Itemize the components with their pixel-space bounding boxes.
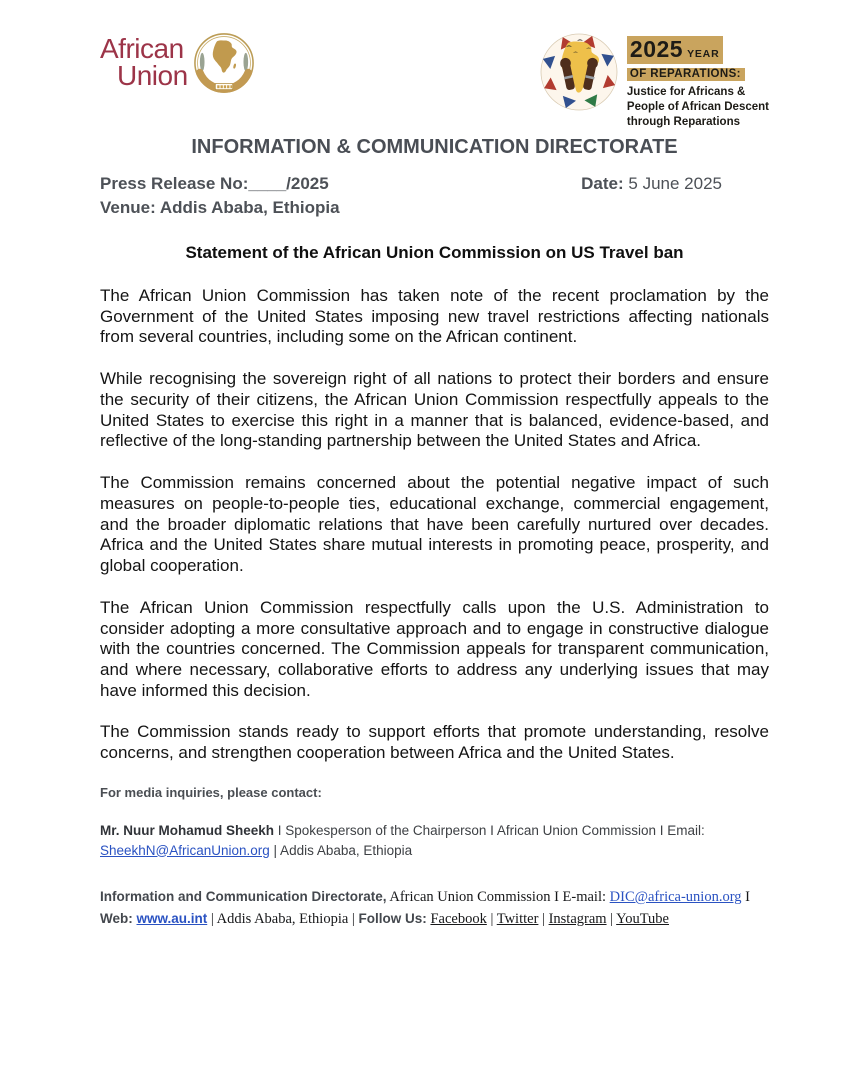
reparations-of-line: OF REPARATIONS: bbox=[627, 68, 745, 81]
footer-follow-label: Follow Us: bbox=[358, 910, 431, 926]
au-wordmark bbox=[100, 33, 188, 91]
spokesperson-name: Mr. Nuur Mohamud Sheekh bbox=[100, 822, 275, 838]
paragraph-2: While recognising the sovereign right of all nations to protect their borders and ensure the security of their citizens, the African Union Commission respectfully appeals to the United States to exercise this right in a manner that is balanced, evidence-based, and reflective of the long-standing partnership between the United States and Africa. bbox=[100, 369, 769, 451]
paragraph-4: The African Union Commission respectfully calls upon the U.S. Administration to consider adopting a more consultative approach and to engage in constructive dialogue with the countries concerned. The Commission appeals for transparent communication, and where necessary, collaborative efforts to address any underlying issues that may have informed this decision. bbox=[100, 597, 769, 700]
reparations-year-word: YEAR bbox=[687, 48, 720, 60]
au-wordmark-line1: African bbox=[100, 33, 184, 64]
twitter-link[interactable]: Twitter bbox=[496, 910, 539, 927]
directorate-heading: INFORMATION & COMMUNICATION DIRECTORATE bbox=[191, 136, 678, 158]
spokesperson-role: I Spokesperson of the Chairperson I African Union Commission I Email: bbox=[274, 822, 705, 838]
spokesperson-email-link[interactable]: SheekhN@AfricanUnion.org bbox=[100, 842, 270, 858]
footer-after-email: I bbox=[741, 889, 750, 906]
reparations-text bbox=[627, 36, 769, 130]
footer-address: | Addis Ababa, Ethiopia | bbox=[207, 910, 359, 927]
footer-web-link[interactable]: www.au.int bbox=[136, 910, 208, 926]
press-release-meta bbox=[100, 174, 769, 218]
footer-directorate: Information and Communication Directorate, bbox=[100, 889, 387, 905]
spokesperson-location: | Addis Ababa, Ethiopia bbox=[269, 842, 413, 858]
social-separator: | bbox=[486, 910, 497, 927]
reparations-year-banner bbox=[627, 36, 724, 64]
logo-row bbox=[100, 30, 769, 128]
footer-web-label: Web: bbox=[100, 910, 137, 926]
paragraph-5: The Commission stands ready to support efforts that promote understanding, resolve concerns, and strengthen cooperation between Africa and the United States. bbox=[100, 722, 769, 763]
date-label: Date: bbox=[581, 174, 624, 193]
reparations-tagline: Justice for Africans & People of African Descent through Reparations bbox=[626, 86, 769, 128]
facebook-link[interactable]: Facebook bbox=[430, 910, 487, 927]
au-emblem-icon bbox=[193, 32, 255, 99]
reparations-year: 2025 bbox=[629, 36, 684, 62]
media-contact-line bbox=[100, 821, 769, 860]
media-inquiries-heading: For media inquiries, please contact: bbox=[100, 784, 322, 800]
reparations-2025-logo bbox=[539, 30, 769, 130]
reparations-emblem-icon bbox=[539, 32, 619, 117]
youtube-link[interactable]: YouTube bbox=[616, 910, 669, 927]
venue-line: Venue: Addis Ababa, Ethiopia bbox=[100, 198, 340, 217]
footer-email-link[interactable]: DIC@africa-union.org bbox=[609, 889, 742, 906]
footer-commission: African Union Commission I E-mail: bbox=[386, 889, 610, 906]
instagram-link[interactable]: Instagram bbox=[548, 910, 607, 927]
paragraph-3: The Commission remains concerned about the potential negative impact of such measures on people-to-people ties, educational exchange, commercial engagement, and the broader diplomatic relations that have been carefully nurtured over decades. Africa and the United States share mutual interests in promoting peace, prosperity, and global cooperation. bbox=[100, 473, 769, 576]
document-body bbox=[100, 286, 769, 764]
social-separator: | bbox=[606, 910, 617, 927]
date-line bbox=[581, 174, 722, 194]
date-value: 5 June 2025 bbox=[628, 174, 722, 193]
document-title: Statement of the African Union Commission on US Travel ban bbox=[185, 243, 684, 262]
african-union-logo bbox=[100, 30, 255, 99]
social-separator: | bbox=[538, 910, 549, 927]
press-release-number: Press Release No:____/2025 bbox=[100, 174, 329, 193]
au-wordmark-line2: Union bbox=[117, 59, 188, 91]
footer bbox=[100, 887, 769, 931]
paragraph-1: The African Union Commission has taken note of the recent proclamation by the Government of the United States imposing new travel restrictions affecting nationals from several countries, including some on the African continent. bbox=[100, 286, 769, 347]
